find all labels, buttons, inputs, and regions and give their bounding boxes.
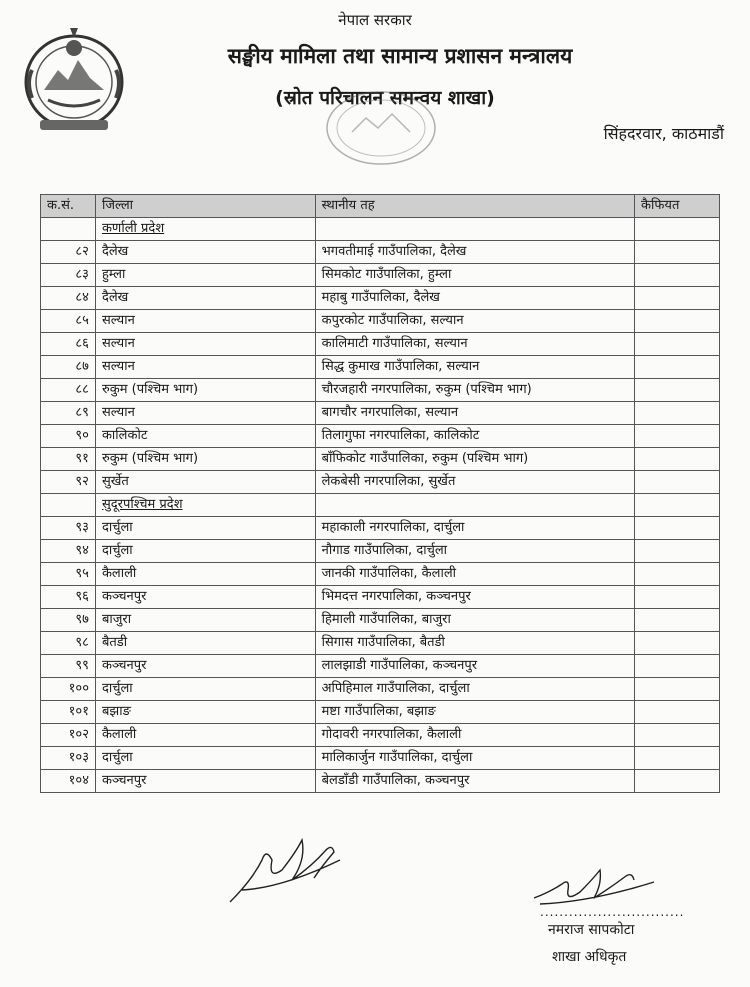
serial-cell: ९२ [41, 471, 96, 494]
table-row [41, 563, 720, 586]
province-row [41, 218, 720, 241]
local-level-cell: कपुरकोट गाउँपालिका, सल्यान [315, 310, 634, 333]
remarks-cell [635, 678, 720, 701]
serial-cell: ९७ [41, 609, 96, 632]
table-row [41, 448, 720, 471]
serial-cell: ८५ [41, 310, 96, 333]
serial-cell: १०१ [41, 701, 96, 724]
signatory-name: नमराज सापकोटा [548, 922, 635, 938]
remarks-cell [635, 701, 720, 724]
local-level-cell: जानकी गाउँपालिका, कैलाली [315, 563, 634, 586]
local-level-cell: चौरजहारी नगरपालिका, रुकुम (पश्चिम भाग) [315, 379, 634, 402]
serial-cell: ९३ [41, 517, 96, 540]
district-cell: दार्चुला [95, 517, 315, 540]
table-row [41, 701, 720, 724]
remarks-cell [635, 747, 720, 770]
district-cell: कैलाली [95, 563, 315, 586]
office-stamp-icon [322, 88, 440, 168]
serial-cell: ८२ [41, 241, 96, 264]
district-cell: दैलेख [95, 287, 315, 310]
table-row [41, 471, 720, 494]
government-heading: नेपाल सरकार [338, 11, 412, 29]
signature-line: .............................. [540, 905, 685, 919]
serial-cell: ९१ [41, 448, 96, 471]
local-level-cell: मालिकार्जुन गाउँपालिका, दार्चुला [315, 747, 634, 770]
table-row [41, 333, 720, 356]
table-row [41, 356, 720, 379]
remarks-cell [635, 356, 720, 379]
table-row [41, 287, 720, 310]
remarks-cell [635, 241, 720, 264]
table-row [41, 747, 720, 770]
local-level-cell: लेकबेसी नगरपालिका, सुर्खेत [315, 471, 634, 494]
table-row [41, 264, 720, 287]
serial-cell: ९४ [41, 540, 96, 563]
remarks-cell [635, 517, 720, 540]
header-local-level: स्थानीय तह [315, 195, 634, 218]
local-level-cell: गोदावरी नगरपालिका, कैलाली [315, 724, 634, 747]
remarks-cell [635, 448, 720, 471]
local-level-cell: महाबु गाउँपालिका, दैलेख [315, 287, 634, 310]
local-level-cell: तिलागुफा नगरपालिका, कालिकोट [315, 425, 634, 448]
serial-cell: ८७ [41, 356, 96, 379]
local-level-cell: बेलडाँडी गाउँपालिका, कञ्चनपुर [315, 770, 634, 793]
table-row [41, 724, 720, 747]
serial-cell: १०४ [41, 770, 96, 793]
district-cell: कैलाली [95, 724, 315, 747]
header-remarks: कैफियत [635, 195, 720, 218]
remarks-cell [635, 724, 720, 747]
table-row [41, 379, 720, 402]
province-serial-cell [41, 494, 96, 517]
remarks-cell [635, 655, 720, 678]
remarks-cell [635, 540, 720, 563]
serial-cell: ८४ [41, 287, 96, 310]
office-location: सिंहदरवार, काठमाडौं [603, 124, 724, 143]
local-level-cell: मष्टा गाउँपालिका, बझाङ [315, 701, 634, 724]
serial-cell: ८९ [41, 402, 96, 425]
province-remarks-cell [635, 218, 720, 241]
local-level-cell: हिमाली गाउँपालिका, बाजुरा [315, 609, 634, 632]
table-header-row [41, 195, 720, 218]
province-row [41, 494, 720, 517]
district-cell: दार्चुला [95, 678, 315, 701]
remarks-cell [635, 632, 720, 655]
district-cell: बाजुरा [95, 609, 315, 632]
table-row [41, 540, 720, 563]
district-cell: सुर्खेत [95, 471, 315, 494]
district-cell: सल्यान [95, 356, 315, 379]
serial-cell: १०२ [41, 724, 96, 747]
district-cell: कञ्चनपुर [95, 655, 315, 678]
serial-cell: १०० [41, 678, 96, 701]
table-row [41, 517, 720, 540]
province-label: सुदूरपश्चिम प्रदेश [101, 497, 183, 512]
remarks-cell [635, 563, 720, 586]
local-level-cell: नौगाड गाउँपालिका, दार्चुला [315, 540, 634, 563]
local-level-cell: बाँफिकोट गाउँपालिका, रुकुम (पश्चिम भाग) [315, 448, 634, 471]
table-row [41, 678, 720, 701]
table-row [41, 241, 720, 264]
remarks-cell [635, 425, 720, 448]
district-cell: बझाङ [95, 701, 315, 724]
remarks-cell [635, 333, 720, 356]
district-cell: सल्यान [95, 310, 315, 333]
ministry-heading: सङ्घीय मामिला तथा सामान्य प्रशासन मन्त्रालय [227, 44, 573, 68]
serial-cell: ९० [41, 425, 96, 448]
local-level-cell: सिगास गाउँपालिका, बैतडी [315, 632, 634, 655]
remarks-cell [635, 471, 720, 494]
signatory-title: शाखा अधिकृत [552, 949, 627, 965]
remarks-cell [635, 586, 720, 609]
district-cell: कञ्चनपुर [95, 586, 315, 609]
serial-cell: ९८ [41, 632, 96, 655]
serial-cell: ९६ [41, 586, 96, 609]
province-name [95, 218, 315, 241]
province-serial-cell [41, 218, 96, 241]
district-cell: कञ्चनपुर [95, 770, 315, 793]
branch-heading: (स्रोत परिचालन समन्वय शाखा) [275, 87, 495, 109]
remarks-cell [635, 264, 720, 287]
remarks-cell [635, 402, 720, 425]
table-row [41, 770, 720, 793]
province-label: कर्णाली प्रदेश [101, 221, 165, 236]
district-cell: सल्यान [95, 333, 315, 356]
table-row [41, 586, 720, 609]
serial-cell: ९५ [41, 563, 96, 586]
header-serial: क.सं. [41, 195, 96, 218]
local-level-cell: भिमदत्त नगरपालिका, कञ्चनपुर [315, 586, 634, 609]
serial-cell: ८६ [41, 333, 96, 356]
serial-cell: ८३ [41, 264, 96, 287]
district-cell: दैलेख [95, 241, 315, 264]
remarks-cell [635, 310, 720, 333]
province-remarks-cell [635, 494, 720, 517]
table-row [41, 402, 720, 425]
local-level-cell: लालझाडी गाउँपालिका, कञ्चनपुर [315, 655, 634, 678]
table-row [41, 632, 720, 655]
district-cell: दार्चुला [95, 540, 315, 563]
remarks-cell [635, 770, 720, 793]
province-local-cell [315, 218, 634, 241]
serial-cell: १०३ [41, 747, 96, 770]
remarks-cell [635, 287, 720, 310]
district-cell: बैतडी [95, 632, 315, 655]
province-name [95, 494, 315, 517]
remarks-cell [635, 609, 720, 632]
local-level-cell: सिमकोट गाउँपालिका, हुम्ला [315, 264, 634, 287]
district-cell: दार्चुला [95, 747, 315, 770]
serial-cell: ८८ [41, 379, 96, 402]
district-cell: रुकुम (पश्चिम भाग) [95, 448, 315, 471]
district-cell: रुकुम (पश्चिम भाग) [95, 379, 315, 402]
signature-left [222, 830, 352, 910]
serial-cell: ९९ [41, 655, 96, 678]
nepal-emblem-icon [18, 20, 130, 138]
table-body [41, 218, 720, 793]
local-level-cell: बागचौर नगरपालिका, सल्यान [315, 402, 634, 425]
province-local-cell [315, 494, 634, 517]
table-row [41, 609, 720, 632]
district-cell: हुम्ला [95, 264, 315, 287]
table-row [41, 655, 720, 678]
local-level-cell: महाकाली नगरपालिका, दार्चुला [315, 517, 634, 540]
local-level-cell: भगवतीमाई गाउँपालिका, दैलेख [315, 241, 634, 264]
district-cell: कालिकोट [95, 425, 315, 448]
remarks-cell [635, 379, 720, 402]
local-level-table [40, 194, 720, 793]
local-level-cell: कालिमाटी गाउँपालिका, सल्यान [315, 333, 634, 356]
local-level-cell: सिद्ध कुमाख गाउँपालिका, सल्यान [315, 356, 634, 379]
table-row [41, 425, 720, 448]
table-row [41, 310, 720, 333]
local-level-cell: अपिहिमाल गाउँपालिका, दार्चुला [315, 678, 634, 701]
header-district: जिल्ला [95, 195, 315, 218]
district-cell: सल्यान [95, 402, 315, 425]
